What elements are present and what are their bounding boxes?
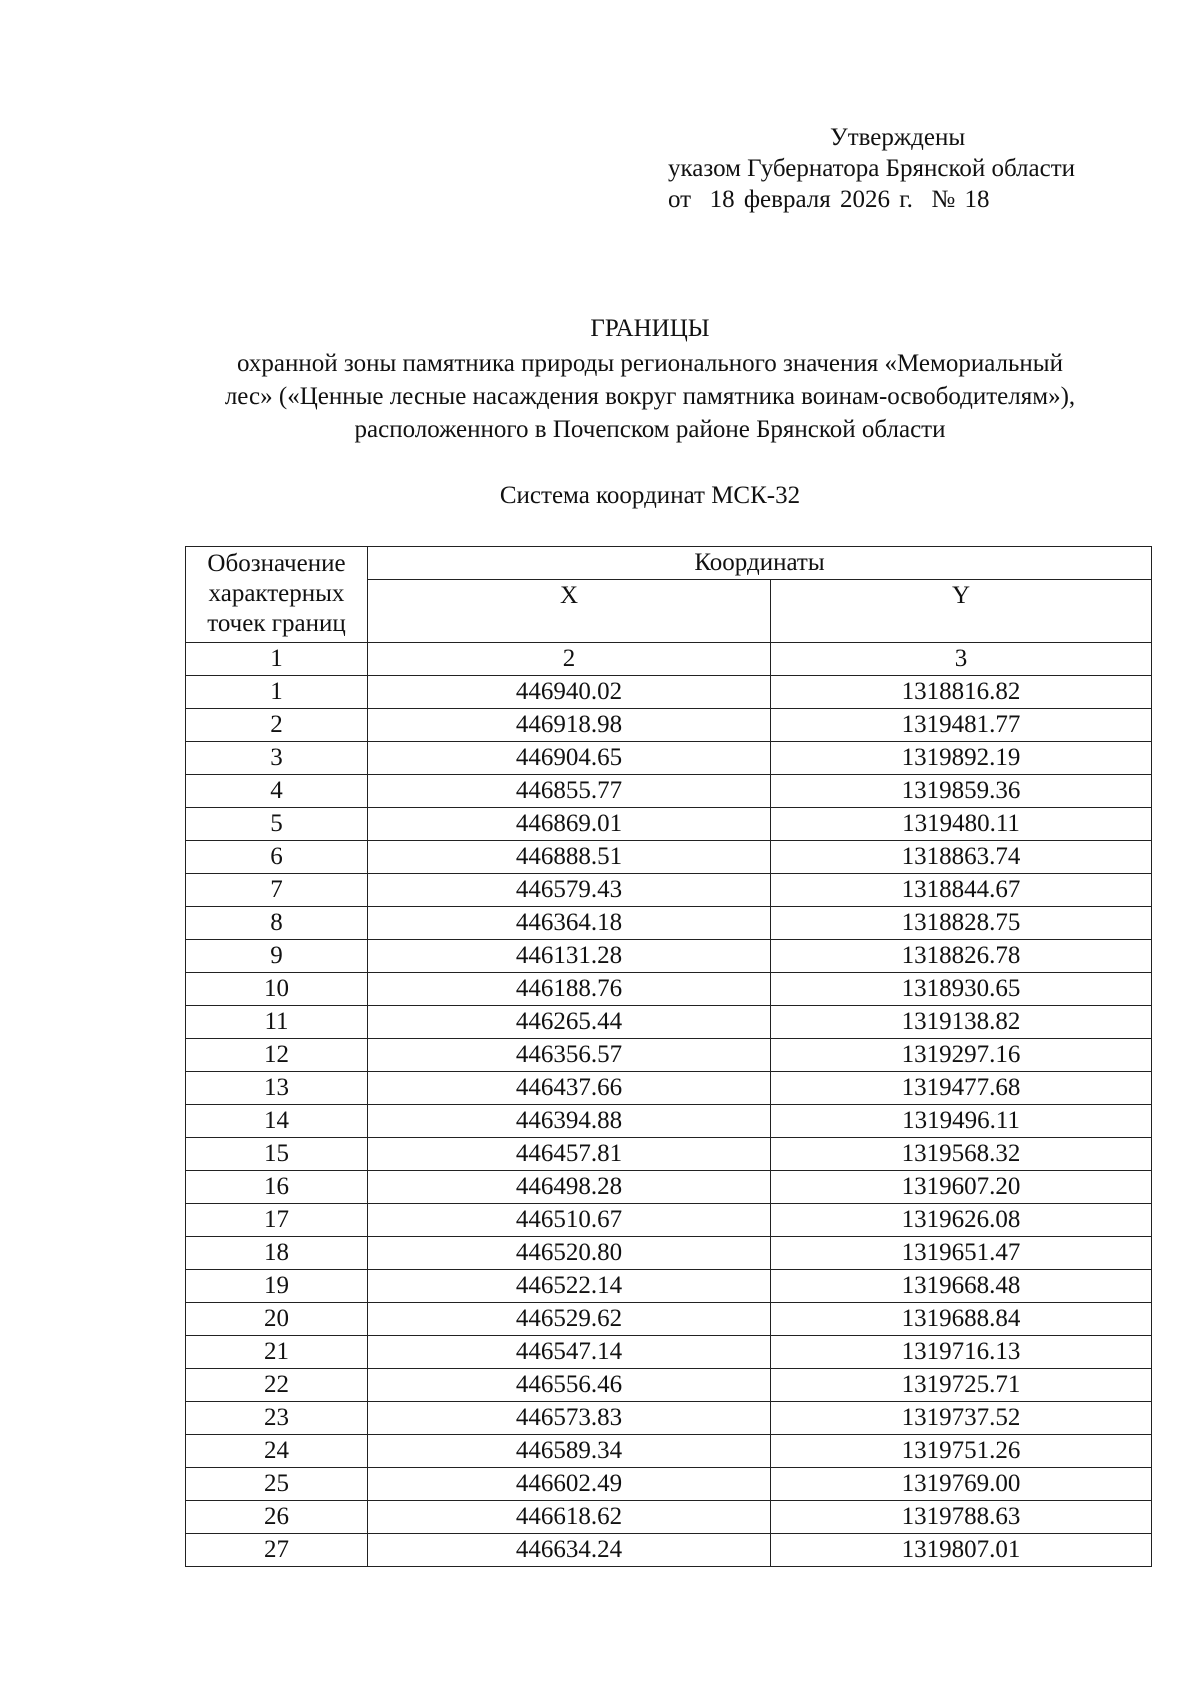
cell-y: 1318816.82 [771,676,1152,709]
cell-y: 1319751.26 [771,1435,1152,1468]
table-row [186,1006,1152,1039]
header-designation: Обозначение характерных точек границ [186,547,368,643]
table-row [186,841,1152,874]
cell-y: 1319725.71 [771,1369,1152,1402]
header-y: Y [771,580,1152,643]
table-row [186,1435,1152,1468]
cell-y: 1318930.65 [771,973,1152,1006]
coordinates-table-body [186,676,1152,1567]
cell-point: 16 [186,1171,368,1204]
header-x: X [368,580,771,643]
cell-y: 1319480.11 [771,808,1152,841]
table-row [186,1204,1152,1237]
cell-point: 15 [186,1138,368,1171]
cell-x: 446457.81 [368,1138,771,1171]
cell-y: 1319688.84 [771,1303,1152,1336]
cell-y: 1319788.63 [771,1501,1152,1534]
cell-x: 446437.66 [368,1072,771,1105]
cell-x: 446589.34 [368,1435,771,1468]
cell-x: 446888.51 [368,841,771,874]
cell-point: 17 [186,1204,368,1237]
cell-point: 19 [186,1270,368,1303]
table-row [186,1237,1152,1270]
table-row [186,907,1152,940]
approval-approved: Утверждены [830,124,966,151]
cell-y: 1319481.77 [771,709,1152,742]
cell-y: 1318826.78 [771,940,1152,973]
cell-x: 446188.76 [368,973,771,1006]
table-row [186,1534,1152,1567]
cell-point: 21 [186,1336,368,1369]
cell-point: 13 [186,1072,368,1105]
cell-point: 24 [186,1435,368,1468]
cell-y: 1318863.74 [771,841,1152,874]
cell-point: 9 [186,940,368,973]
cell-x: 446904.65 [368,742,771,775]
coordinate-system-label: Система координат МСК-32 [499,482,801,509]
cell-point: 23 [186,1402,368,1435]
cell-x: 446869.01 [368,808,771,841]
cell-x: 446556.46 [368,1369,771,1402]
title-heading: ГРАНИЦЫ [590,315,710,342]
cell-point: 8 [186,907,368,940]
cell-x: 446394.88 [368,1105,771,1138]
cell-x: 446529.62 [368,1303,771,1336]
cell-x: 446498.28 [368,1171,771,1204]
cell-point: 5 [186,808,368,841]
table-row [186,1171,1152,1204]
table-row [186,775,1152,808]
cell-point: 4 [186,775,368,808]
cell-x: 446364.18 [368,907,771,940]
title-line-2: лес» («Ценные лесные насаждения вокруг памятника воинам-освободителям»), [224,383,1076,410]
table-row [186,1402,1152,1435]
cell-y: 1319607.20 [771,1171,1152,1204]
cell-point: 14 [186,1105,368,1138]
column-number-3: 3 [771,643,1152,676]
cell-x: 446520.80 [368,1237,771,1270]
table-row [186,808,1152,841]
cell-point: 18 [186,1237,368,1270]
column-number-2: 2 [368,643,771,676]
title-line-1: охранной зоны памятника природы регионального значения «Мемориальный [237,350,1063,377]
cell-y: 1319297.16 [771,1039,1152,1072]
cell-y: 1318828.75 [771,907,1152,940]
cell-x: 446634.24 [368,1534,771,1567]
table-row [186,940,1152,973]
table-row [186,1303,1152,1336]
cell-x: 446510.67 [368,1204,771,1237]
cell-y: 1318844.67 [771,874,1152,907]
table-row [186,1138,1152,1171]
cell-x: 446522.14 [368,1270,771,1303]
cell-point: 26 [186,1501,368,1534]
cell-point: 12 [186,1039,368,1072]
cell-point: 3 [186,742,368,775]
cell-y: 1319716.13 [771,1336,1152,1369]
table-row [186,1270,1152,1303]
cell-point: 6 [186,841,368,874]
coordinates-table [185,546,1152,1567]
cell-y: 1319568.32 [771,1138,1152,1171]
approval-block [668,122,1075,215]
cell-x: 446602.49 [368,1468,771,1501]
cell-x: 446579.43 [368,874,771,907]
cell-y: 1319477.68 [771,1072,1152,1105]
cell-y: 1319668.48 [771,1270,1152,1303]
cell-y: 1319138.82 [771,1006,1152,1039]
column-number-1: 1 [186,643,368,676]
cell-x: 446547.14 [368,1336,771,1369]
header-coordinates: Координаты [368,547,1152,580]
cell-x: 446855.77 [368,775,771,808]
cell-y: 1319859.36 [771,775,1152,808]
cell-point: 27 [186,1534,368,1567]
table-row [186,1369,1152,1402]
cell-y: 1319807.01 [771,1534,1152,1567]
cell-y: 1319496.11 [771,1105,1152,1138]
cell-point: 25 [186,1468,368,1501]
cell-point: 7 [186,874,368,907]
cell-y: 1319737.52 [771,1402,1152,1435]
cell-point: 2 [186,709,368,742]
cell-x: 446356.57 [368,1039,771,1072]
cell-point: 22 [186,1369,368,1402]
cell-x: 446131.28 [368,940,771,973]
cell-point: 11 [186,1006,368,1039]
title-line-3: расположенного в Почепском районе Брянской области [354,416,946,443]
table-row [186,1468,1152,1501]
table-row [186,973,1152,1006]
table-row [186,1501,1152,1534]
cell-x: 446573.83 [368,1402,771,1435]
cell-x: 446265.44 [368,1006,771,1039]
approval-decree: указом Губернатора Брянской области [668,155,1076,182]
approval-date-number: от 18 февраля 2026 г. № 18 [668,186,990,213]
table-row [186,1336,1152,1369]
table-row [186,742,1152,775]
table-row [186,1039,1152,1072]
cell-y: 1319892.19 [771,742,1152,775]
table-row [186,1105,1152,1138]
cell-x: 446940.02 [368,676,771,709]
table-row [186,676,1152,709]
cell-y: 1319651.47 [771,1237,1152,1270]
table-row [186,874,1152,907]
cell-point: 1 [186,676,368,709]
cell-x: 446618.62 [368,1501,771,1534]
cell-y: 1319626.08 [771,1204,1152,1237]
cell-point: 10 [186,973,368,1006]
table-row [186,709,1152,742]
cell-y: 1319769.00 [771,1468,1152,1501]
document-title [150,312,1150,446]
table-row [186,1072,1152,1105]
cell-point: 20 [186,1303,368,1336]
cell-x: 446918.98 [368,709,771,742]
